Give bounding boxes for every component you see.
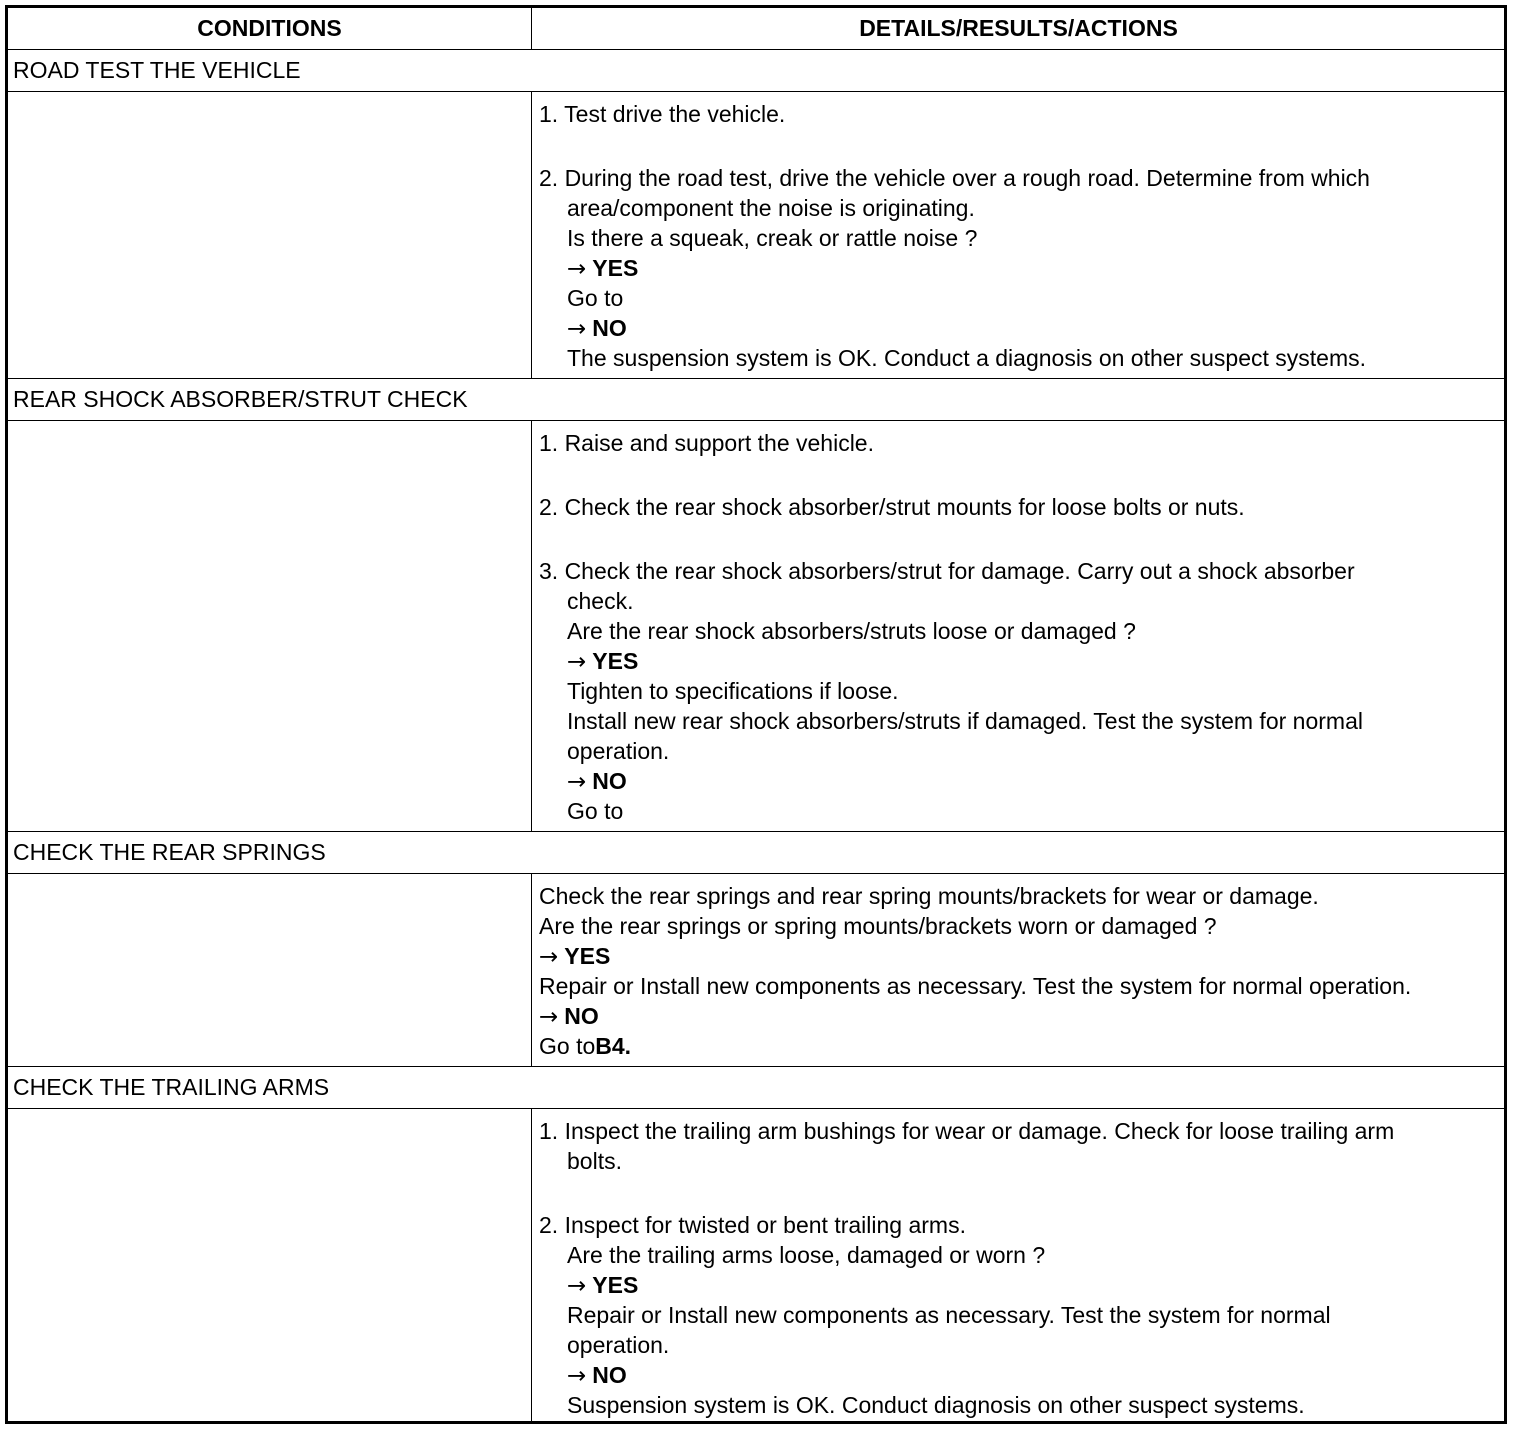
details-cell bbox=[533, 421, 1504, 831]
detail-line: Is there a squeak, creak or rattle noise ? bbox=[567, 225, 978, 251]
section-content-row bbox=[8, 92, 1504, 379]
section-title-row bbox=[8, 832, 1504, 874]
section-content-row bbox=[8, 874, 1504, 1067]
yes-label: YES bbox=[592, 648, 639, 674]
no-result bbox=[567, 313, 627, 343]
detail-line: bolts. bbox=[567, 1148, 622, 1174]
goto-line bbox=[539, 1031, 631, 1061]
right-arrow-icon: → bbox=[567, 1273, 587, 1299]
header-row bbox=[8, 8, 1504, 50]
detail-line: operation. bbox=[567, 1332, 670, 1358]
detail-line: operation. bbox=[567, 738, 670, 764]
detail-line: 1. Raise and support the vehicle. bbox=[539, 430, 874, 456]
detail-line: Suspension system is OK. Conduct diagnosis on other suspect systems. bbox=[567, 1392, 1305, 1418]
right-arrow-icon: → bbox=[567, 649, 587, 675]
conditions-cell bbox=[8, 1109, 532, 1421]
yes-label: YES bbox=[592, 255, 639, 281]
detail-line: 1. Test drive the vehicle. bbox=[539, 101, 786, 127]
section-title: REAR SHOCK ABSORBER/STRUT CHECK bbox=[13, 386, 468, 412]
detail-line: Go to bbox=[567, 798, 624, 824]
goto-step: B4. bbox=[595, 1033, 632, 1059]
section-title: ROAD TEST THE VEHICLE bbox=[13, 57, 301, 83]
detail-line: Repair or Install new components as necessary. Test the system for normal bbox=[567, 1302, 1331, 1328]
section-title-row bbox=[8, 50, 1504, 92]
section-title: CHECK THE TRAILING ARMS bbox=[13, 1074, 330, 1100]
section-title-row bbox=[8, 379, 1504, 421]
conditions-header: CONDITIONS bbox=[8, 8, 532, 49]
right-arrow-icon: → bbox=[567, 256, 587, 282]
right-arrow-icon: → bbox=[567, 1363, 587, 1389]
no-label: NO bbox=[592, 315, 627, 341]
yes-label: YES bbox=[564, 943, 611, 969]
section-content-row bbox=[8, 1109, 1504, 1421]
detail-line: The suspension system is OK. Conduct a diagnosis on other suspect systems. bbox=[567, 345, 1366, 371]
detail-line: 3. Check the rear shock absorbers/strut for damage. Carry out a shock absorber bbox=[539, 558, 1355, 584]
yes-label: YES bbox=[592, 1272, 639, 1298]
details-cell bbox=[533, 92, 1504, 378]
detail-line: check. bbox=[567, 588, 634, 614]
conditions-cell bbox=[8, 874, 532, 1066]
no-label: NO bbox=[592, 1362, 627, 1388]
details-cell bbox=[533, 1109, 1504, 1421]
right-arrow-icon: → bbox=[539, 1004, 559, 1030]
detail-line: 2. Check the rear shock absorber/strut mounts for loose bolts or nuts. bbox=[539, 494, 1245, 520]
detail-line: 2. Inspect for twisted or bent trailing arms. bbox=[539, 1212, 966, 1238]
detail-line: Check the rear springs and rear spring mounts/brackets for wear or damage. bbox=[539, 883, 1319, 909]
detail-line: area/component the noise is originating. bbox=[567, 195, 975, 221]
section-title-row bbox=[8, 1067, 1504, 1109]
section-title: CHECK THE REAR SPRINGS bbox=[13, 839, 326, 865]
detail-line: 1. Inspect the trailing arm bushings for wear or damage. Check for loose trailing arm bbox=[539, 1118, 1395, 1144]
conditions-cell bbox=[8, 421, 532, 831]
detail-line: Install new rear shock absorbers/struts if damaged. Test the system for normal bbox=[567, 708, 1363, 734]
section-content-row bbox=[8, 421, 1504, 832]
right-arrow-icon: → bbox=[567, 316, 587, 342]
details-header: DETAILS/RESULTS/ACTIONS bbox=[859, 15, 1178, 41]
no-label: NO bbox=[592, 768, 627, 794]
yes-result bbox=[567, 646, 638, 676]
detail-line: Repair or Install new components as necessary. Test the system for normal operation. bbox=[539, 973, 1412, 999]
detail-line: Are the trailing arms loose, damaged or worn ? bbox=[567, 1242, 1046, 1268]
conditions-cell bbox=[8, 92, 532, 378]
diagnostic-table bbox=[5, 5, 1507, 1424]
no-result bbox=[539, 1001, 599, 1031]
right-arrow-icon: → bbox=[539, 944, 559, 970]
no-result bbox=[567, 1360, 627, 1390]
no-label: NO bbox=[564, 1003, 599, 1029]
yes-result bbox=[567, 253, 638, 283]
yes-result bbox=[567, 1270, 638, 1300]
details-cell bbox=[533, 874, 1504, 1066]
detail-line: Go to bbox=[567, 285, 624, 311]
detail-line: 2. During the road test, drive the vehicle over a rough road. Determine from which bbox=[539, 165, 1370, 191]
detail-line: Are the rear shock absorbers/struts loose or damaged ? bbox=[567, 618, 1136, 644]
no-result bbox=[567, 766, 627, 796]
goto-text: Go to bbox=[539, 1033, 596, 1059]
right-arrow-icon: → bbox=[567, 769, 587, 795]
detail-line: Are the rear springs or spring mounts/brackets worn or damaged ? bbox=[539, 913, 1217, 939]
detail-line: Tighten to specifications if loose. bbox=[567, 678, 899, 704]
yes-result bbox=[539, 941, 610, 971]
